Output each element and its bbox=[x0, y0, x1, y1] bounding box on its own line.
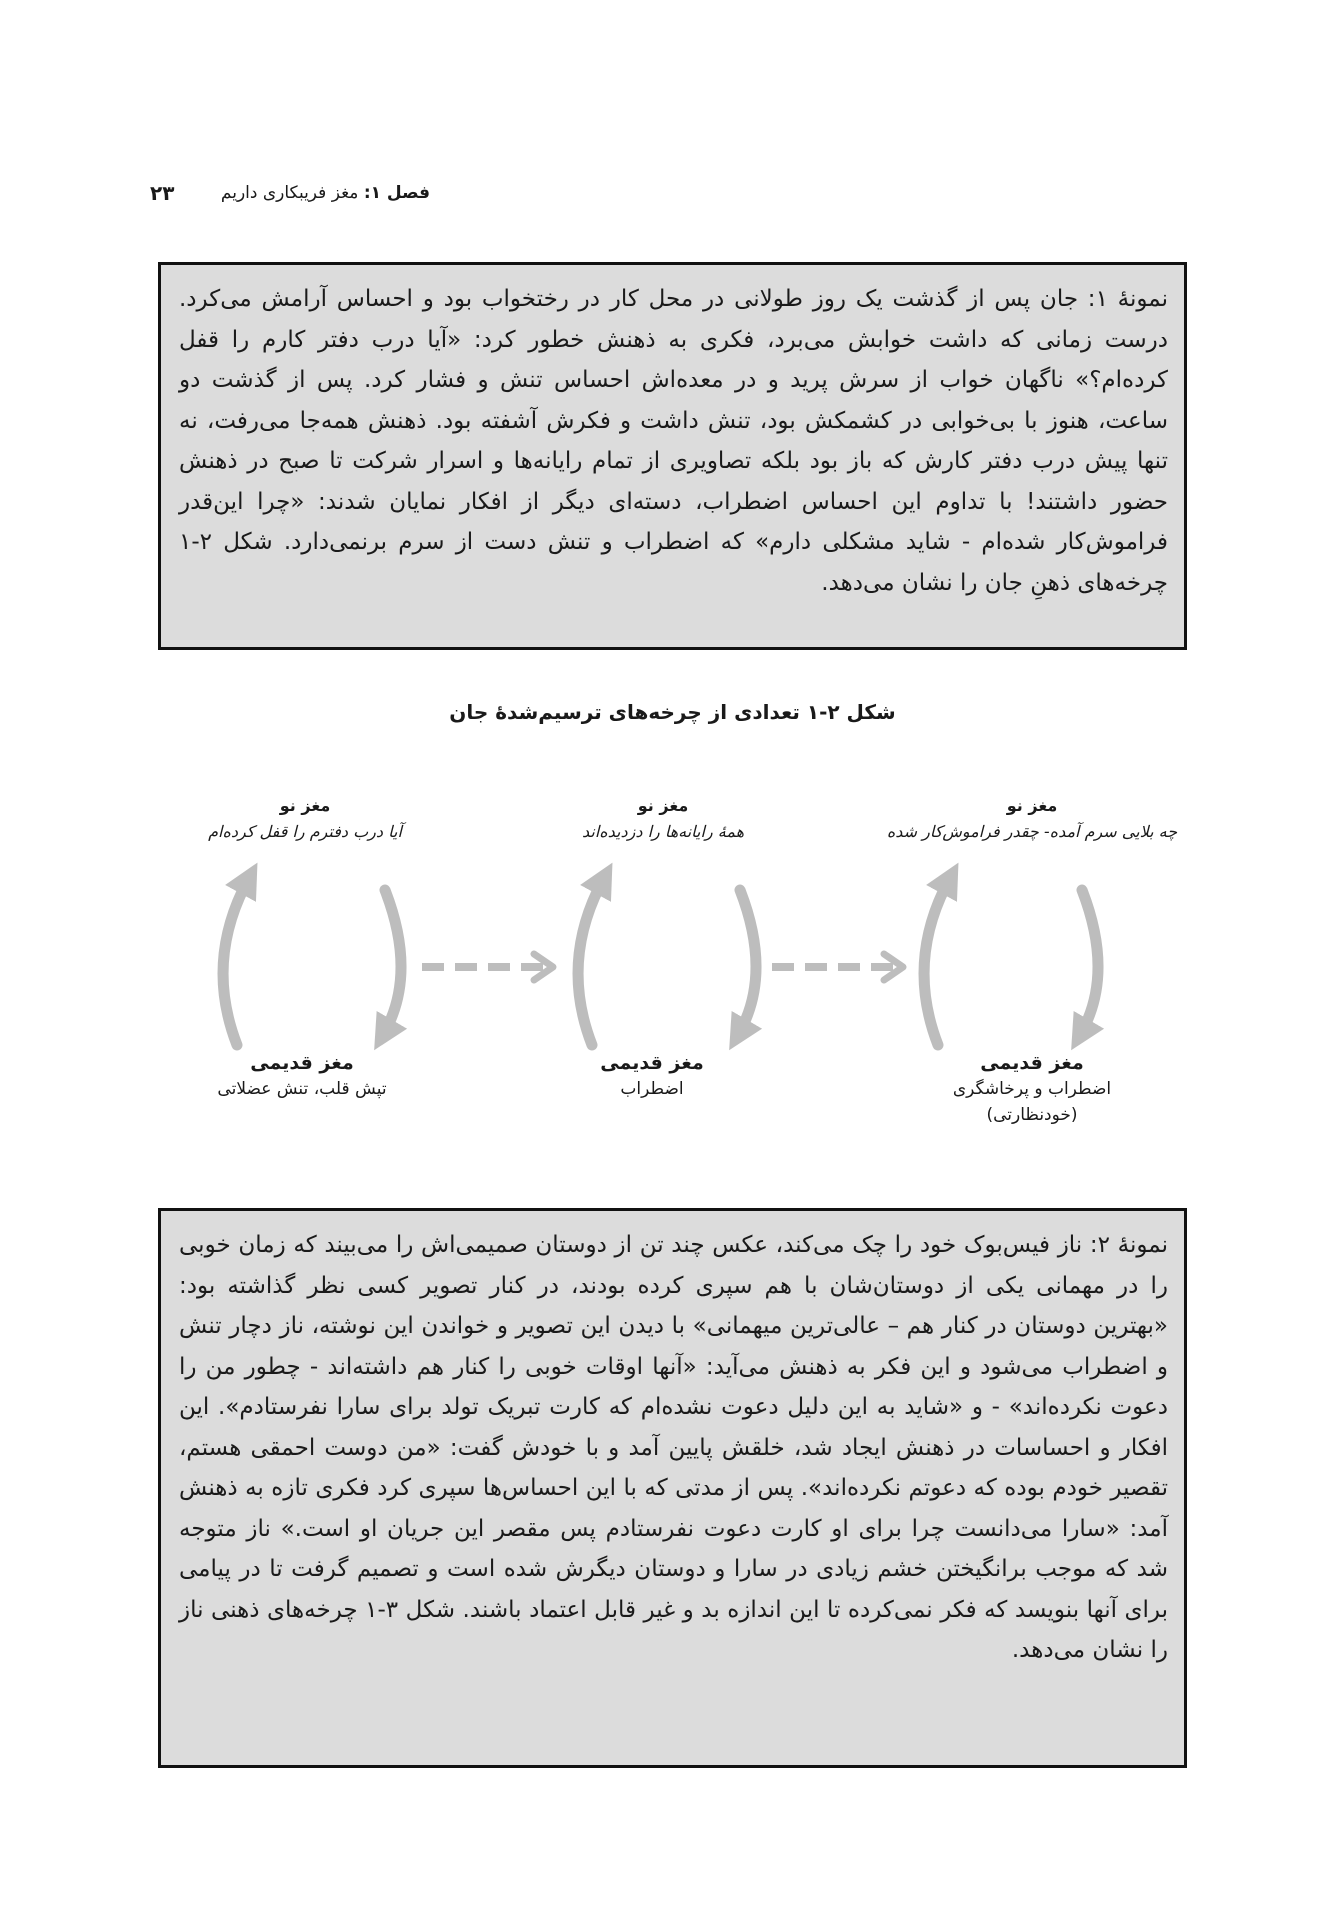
running-head bbox=[221, 183, 430, 203]
cycle-3-old-brain bbox=[142, 1050, 462, 1102]
cycle-2-arrows bbox=[578, 878, 756, 1045]
cycle-3-new-brain bbox=[145, 793, 465, 845]
page-number: ۲۳ bbox=[150, 181, 175, 205]
cycle-1-new-brain bbox=[872, 793, 1192, 845]
cycle-1-old-brain-text: اضطراب و پرخاشگری bbox=[952, 1079, 1112, 1099]
cycle-1-arrows bbox=[924, 878, 1098, 1045]
cycle-2-down-arrow bbox=[738, 890, 756, 1035]
cycle-3-up-arrow bbox=[223, 878, 249, 1045]
example-1-box bbox=[158, 262, 1187, 650]
cycle-2-old-brain-text: اضطراب bbox=[620, 1079, 684, 1099]
cycle-1-down-arrow bbox=[1080, 890, 1098, 1035]
cycle-3-arrows bbox=[223, 878, 401, 1045]
cycle-2-new-brain-text: همهٔ رایانه‌ها را دزدیده‌اند bbox=[581, 822, 745, 841]
cycle-1-new-brain-label: مغز نو bbox=[1006, 796, 1058, 815]
cycle-3-old-brain-label: مغز قدیمی bbox=[250, 1052, 354, 1074]
cycle-3-new-brain-label: مغز نو bbox=[279, 796, 331, 815]
cycle-1-old-brain-text-2: (خودنظارتی) bbox=[986, 1105, 1078, 1125]
page-header bbox=[150, 178, 430, 208]
chapter-title: مغز فریبکاری داریم bbox=[220, 183, 359, 203]
cycle-2-up-arrow bbox=[578, 878, 604, 1045]
cycle-2-new-brain bbox=[503, 793, 823, 845]
cycle-2-old-brain-label: مغز قدیمی bbox=[600, 1052, 704, 1074]
cycle-2-new-brain-label: مغز نو bbox=[637, 796, 689, 815]
chapter-label: فصل ۱: bbox=[363, 183, 430, 203]
dashed-connector-2 bbox=[772, 954, 903, 980]
cycle-1-old-brain-label: مغز قدیمی bbox=[980, 1052, 1084, 1074]
example-1-text: نمونهٔ ۱: جان پس از گذشت یک روز طولانی در محل کار در رختخواب بود و احساس آرامش می‌کرد. درست زمانی که داشت خوابش می‌برد، فکری به ذهنش خطور کرد: «آیا درب دفتر کارم را قفل کرده‌ام؟» ناگهان خواب از سرش پرید و در معده‌اش احساس تنش و فشار کرد. پس از گذشت دو ساعت، هنوز با بی‌خوابی در کشمکش بود، تنش داشت و فکرش آشفته بود. ذهنش همه‌جا می‌رفت، نه تنها پیش درب دفتر کارش که باز بود بلکه تصاویری از تمام رایانه‌ها و اسرار شرکت تا صبح در ذهنش حضور داشتند! با تداوم این احساس اضطراب، دسته‌ای دیگر از افکار نمایان شدند: «چرا این‌قدر فراموش‌کار شده‌ام - شاید مشکلی دارم» که اضطراب و تنش دست از سرم برنمی‌دارد. شکل ۲-۱ چرخه‌های ذهنِ جان را نشان می‌دهد. bbox=[179, 286, 1168, 596]
example-2-text: نمونهٔ ۲: ناز فیس‌بوک خود را چک می‌کند، عکس چند تن از دوستان صمیمی‌اش را می‌بیند که زمان خوبی را در مهمانی یکی از دوستان‌شان با هم سپری کرده بودند، در کنار تصویر کسی نظر گذاشته بود: «بهترین دوستان در کنار هم – عالی‌ترین میهمانی» با دیدن این تصویر و خواندن این نوشته، ناز دچار تنش و اضطراب می‌شود و این فکر به ذهنش می‌آید: «آنها اوقات خوبی را کنار هم داشته‌اند - چطور من را دعوت نکرده‌اند» - و «شاید به این دلیل دعوت نشده‌ام که کارت تبریک تولد برای سارا نفرستادم». این افکار و احساسات در ذهنش ایجاد شد، خلقش پایین آمد و با خودش گفت: «من دوست احمقی هستم، تقصیر خودم بوده که دعوتم نکرده‌اند». پس از مدتی که با این احساس‌ها سپری کرد فکری تازه به ذهنش آمد: «سارا می‌دانست چرا برای او کارت دعوت نفرستادم پس مقصر این جریان او است.» ناز متوجه شد که موجب برانگیختن خشم زیادی در سارا و دوستان دیگرش شده است و تصمیم گرفت تا در پیامی برای آنها بنویسد که فکر نمی‌کرده تا این اندازه بد و غیر قابل اعتماد باشند. شکل ۳-۱ چرخه‌های ذهنی ناز را نشان می‌دهد. bbox=[179, 1232, 1169, 1663]
cycle-3-new-brain-text: آیا درب دفترم را قفل کرده‌ام bbox=[208, 822, 402, 841]
cycle-3-down-arrow bbox=[383, 890, 401, 1035]
example-2-box bbox=[158, 1208, 1187, 1768]
cycle-1-new-brain-text: چه بلایی سرم آمده- چقدر فراموش‌کار شده bbox=[886, 822, 1178, 841]
cycle-2-old-brain bbox=[492, 1050, 812, 1102]
figure-caption: شکل ۲-۱ تعدادی از چرخه‌های ترسیم‌شدهٔ جان bbox=[449, 700, 896, 724]
cycle-1-up-arrow bbox=[924, 878, 950, 1045]
dashed-connector-1 bbox=[422, 954, 553, 980]
cycle-3-old-brain-text: تپش قلب، تنش عضلاتی bbox=[217, 1079, 387, 1099]
cycle-1-old-brain bbox=[872, 1050, 1192, 1128]
